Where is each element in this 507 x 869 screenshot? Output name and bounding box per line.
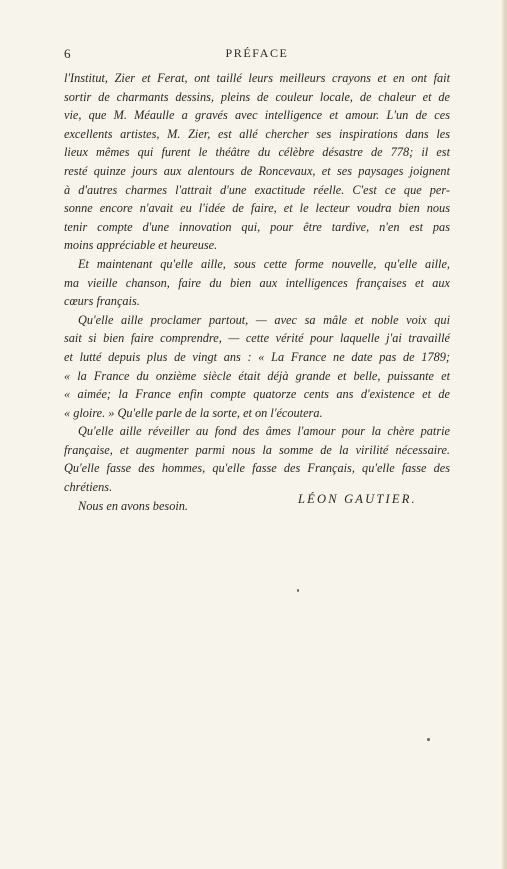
text-line: « aimée; la France enfin compte quatorze cents ans d'existence et de bbox=[64, 387, 450, 402]
text-line: à d'autres charmes l'attrait d'une exactitude réelle. C'est ce que per- bbox=[64, 182, 450, 197]
text-line: lieux mêmes qui furent le théâtre du célèbre désastre de 778; il est bbox=[64, 145, 450, 160]
preface-text bbox=[64, 69, 450, 515]
ink-speck bbox=[427, 738, 430, 741]
text-line: moins appréciable et heureuse. bbox=[64, 238, 218, 253]
text-line: cœurs français. bbox=[64, 294, 140, 309]
running-head: PRÉFACE bbox=[225, 46, 289, 60]
text-line: tenir compte d'une innovation qui, pour être tardive, n'en est pas bbox=[64, 219, 450, 234]
text-line: l'Institut, Zier et Ferat, ont taillé leurs meilleurs crayons et en ont fait bbox=[64, 71, 450, 85]
text-line: Qu'elle aille proclamer partout, — avec sa mâle et noble voix qui bbox=[78, 312, 450, 327]
text-line: et lutté depuis plus de vingt ans : « La France ne date pas de 1789; bbox=[64, 349, 450, 364]
text-line: ma vieille chanson, faire du bien aux intelligences françaises et aux bbox=[64, 275, 450, 290]
text-line: Qu'elle fasse des hommes, qu'elle fasse des Français, qu'elle fasse des bbox=[64, 461, 450, 476]
text-line: chrétiens. bbox=[64, 480, 113, 495]
text-line: sait si bien faire comprendre, — cette vérité pour laquelle j'ai travaillé bbox=[64, 331, 450, 346]
text-line: Qu'elle aille réveiller au fond des âmes l'amour pour la chère patrie bbox=[78, 424, 450, 439]
text-line: « la France du onzième siècle était déjà grande et belle, puissante et bbox=[64, 368, 450, 383]
text-line: française, et augmenter parmi nous la somme de la virilité nécessaire. bbox=[64, 442, 450, 457]
text-line: « gloire. » Qu'elle parle de la sorte, et on l'écoutera. bbox=[64, 405, 323, 420]
page-number: 6 bbox=[64, 46, 71, 61]
text-line: resté quinze jours aux alentours de Roncevaux, et ses paysages joignent bbox=[64, 163, 450, 178]
text-line: vie, que M. Méaulle a gravés avec intelligence et amour. L'un de ces bbox=[64, 108, 450, 123]
text-line: excellents artistes, M. Zier, est allé chercher ses inspirations dans les bbox=[64, 126, 450, 141]
text-line: sortir de charmants dessins, pleins de couleur locale, de chaleur et de bbox=[64, 89, 450, 104]
text-line: Nous en avons besoin. bbox=[78, 498, 188, 513]
ink-speck bbox=[297, 589, 299, 592]
page-header bbox=[64, 46, 450, 62]
text-line: Et maintenant qu'elle aille, sous cette forme nouvelle, qu'elle aille, bbox=[78, 256, 450, 271]
page-edge bbox=[502, 0, 507, 869]
author-signature: LÉON GAUTIER. bbox=[298, 492, 417, 506]
text-line: sonne encore n'avait eu l'idée de faire, et le lecteur voudra bien nous bbox=[64, 201, 450, 216]
